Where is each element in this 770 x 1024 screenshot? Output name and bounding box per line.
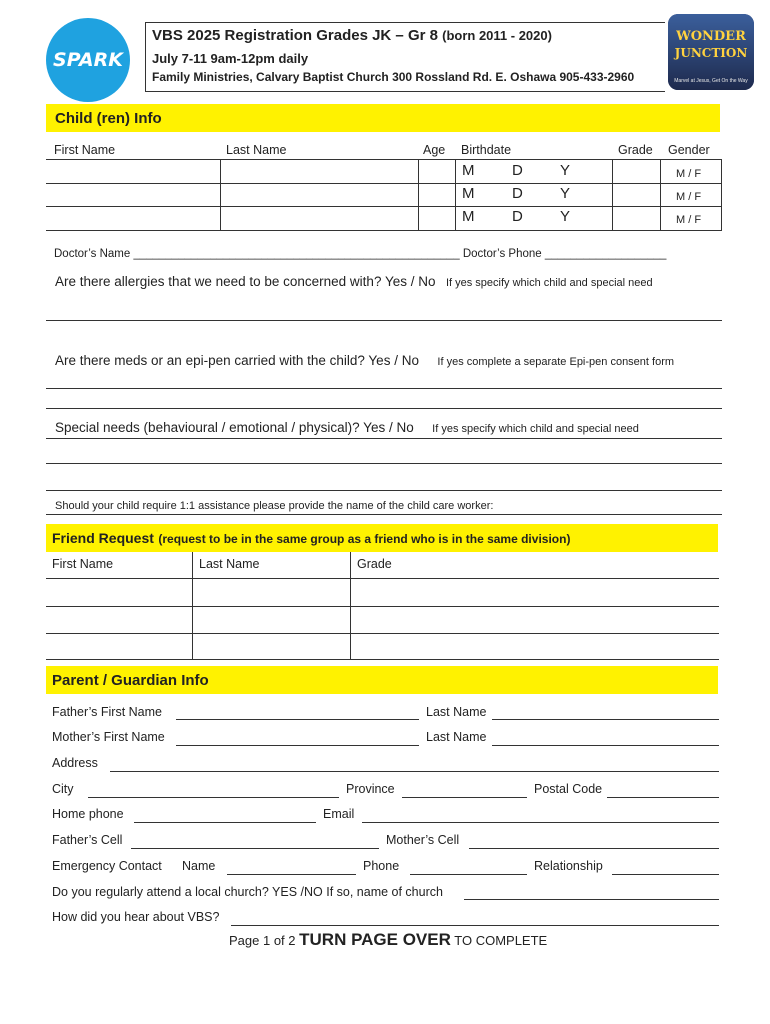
- mother-first-label: Mother’s First Name: [52, 730, 165, 744]
- row3-day: D: [512, 208, 523, 225]
- row1-year: Y: [560, 162, 571, 179]
- col-birthdate: Birthdate: [461, 143, 512, 157]
- page-title: [152, 27, 552, 45]
- meds-q: Are there meds or an epi-pen carried with the child? Yes / No: [55, 353, 419, 368]
- assistance-note: Should your child require 1:1 assistance please provide the name of the child care worker:: [55, 500, 494, 512]
- col-age: Age: [423, 143, 446, 157]
- child-grid-v1: [220, 159, 221, 231]
- logo-line-1: WONDER: [676, 29, 746, 44]
- row3-year: Y: [560, 208, 571, 225]
- child-grid-h1: [46, 183, 722, 184]
- hear-about-field[interactable]: [231, 925, 719, 926]
- mother-last-field[interactable]: [492, 745, 719, 746]
- child-grid-h3: [46, 230, 722, 231]
- father-last-label: Last Name: [426, 705, 487, 719]
- friend-subtitle: (request to be in the same group as a friend who is in the same division): [158, 532, 571, 546]
- logo-line-2: JUNCTION: [674, 46, 748, 60]
- friend-col-grade: Grade: [357, 557, 392, 571]
- church-field[interactable]: [464, 899, 719, 900]
- row3-month: M: [462, 208, 475, 225]
- friend-grid-h4[interactable]: [46, 659, 719, 660]
- friend-col-first: First Name: [52, 557, 114, 571]
- address-field[interactable]: [110, 771, 719, 772]
- mother-cell-field[interactable]: [469, 848, 719, 849]
- row1-month: M: [462, 162, 475, 179]
- email-label: Email: [323, 807, 355, 821]
- turn-page-over: TURN PAGE OVER: [299, 930, 451, 949]
- child-grid-v4: [612, 159, 613, 231]
- special-line-1[interactable]: [46, 438, 722, 439]
- meds-line-1[interactable]: [46, 388, 722, 389]
- parent-info-title: Parent / Guardian Info: [52, 672, 209, 689]
- allergies-line[interactable]: [46, 320, 722, 321]
- program-location: Family Ministries, Calvary Baptist Church 300 Rossland Rd. E. Oshawa 905-433-2960: [152, 70, 635, 84]
- postal-code-label: Postal Code: [534, 782, 603, 796]
- friend-grid-h2[interactable]: [46, 606, 719, 607]
- friend-request-heading: [52, 530, 570, 548]
- special-note: If yes specify which child and special need: [432, 423, 639, 435]
- child-grid-v5: [660, 159, 661, 231]
- allergies-note: If yes specify which child and special need: [445, 277, 653, 289]
- father-first-field[interactable]: [176, 719, 419, 720]
- friend-grid-h1[interactable]: [46, 578, 719, 579]
- emergency-contact-label: Emergency Contact: [52, 859, 162, 873]
- special-q: Special needs (behavioural / emotional / physical)? Yes / No: [55, 420, 414, 435]
- friend-col-last: Last Name: [199, 557, 260, 571]
- page-footer: [229, 930, 547, 950]
- father-last-field[interactable]: [492, 719, 719, 720]
- wonder-junction-logo: [668, 14, 754, 90]
- child-info-title: Child (ren) Info: [55, 110, 162, 127]
- relationship-field[interactable]: [612, 874, 719, 875]
- row2-day: D: [512, 185, 523, 202]
- spark-logo-text: SPARK: [53, 49, 123, 71]
- emergency-phone-field[interactable]: [410, 874, 527, 875]
- meds-question: [55, 352, 674, 370]
- to-complete: TO COMPLETE: [450, 933, 548, 948]
- relationship-label: Relationship: [534, 859, 603, 873]
- title-born: (born 2011 - 2020): [442, 28, 552, 43]
- special-line-2[interactable]: [46, 463, 722, 464]
- doctor-line[interactable]: Doctor’s Name ___________________________________________________ Doctor’s Phone ___________________: [54, 248, 667, 260]
- province-label: Province: [346, 782, 395, 796]
- logo-caption: Marvel at Jesus, Get On the Way: [674, 78, 748, 84]
- friend-grid-h3[interactable]: [46, 633, 719, 634]
- province-field[interactable]: [402, 797, 527, 798]
- city-field[interactable]: [88, 797, 339, 798]
- home-phone-label: Home phone: [52, 807, 124, 821]
- row1-gender[interactable]: M / F: [676, 168, 702, 180]
- col-last-name: Last Name: [226, 143, 287, 157]
- special-line-3[interactable]: [46, 490, 722, 491]
- meds-note: If yes complete a separate Epi-pen consent form: [437, 356, 675, 368]
- friend-title: Friend Request: [52, 530, 154, 546]
- header-top-rule: [145, 22, 665, 23]
- child-grid-h2: [46, 206, 722, 207]
- allergies-q: Are there allergies that we need to be concerned with? Yes / No: [55, 274, 436, 289]
- header-bottom-rule: [145, 91, 665, 92]
- church-question: Do you regularly attend a local church? YES /NO If so, name of church: [52, 885, 443, 899]
- spark-logo: [46, 18, 130, 102]
- father-cell-field[interactable]: [131, 848, 379, 849]
- col-first-name: First Name: [54, 143, 116, 157]
- row3-gender[interactable]: M / F: [676, 214, 702, 226]
- mother-last-label: Last Name: [426, 730, 487, 744]
- allergies-question: [55, 273, 653, 291]
- child-grid-v2: [418, 159, 419, 231]
- row1-day: D: [512, 162, 523, 179]
- emergency-name-field[interactable]: [227, 874, 356, 875]
- title-main: VBS 2025 Registration Grades JK – Gr 8: [152, 27, 443, 44]
- emergency-phone-label: Phone: [363, 859, 400, 873]
- col-grade: Grade: [618, 143, 653, 157]
- email-field[interactable]: [362, 822, 719, 823]
- program-dates: July 7-11 9am-12pm daily: [152, 51, 309, 66]
- home-phone-field[interactable]: [134, 822, 316, 823]
- special-needs-question: [55, 419, 639, 437]
- assistance-line[interactable]: [46, 514, 722, 515]
- row2-year: Y: [560, 185, 571, 202]
- mother-first-field[interactable]: [176, 745, 419, 746]
- mother-cell-label: Mother’s Cell: [386, 833, 460, 847]
- child-grid-v3: [455, 159, 456, 231]
- col-gender: Gender: [668, 143, 710, 157]
- meds-line-2[interactable]: [46, 408, 722, 409]
- page-number: Page 1 of 2: [229, 933, 300, 948]
- row2-gender[interactable]: M / F: [676, 191, 702, 203]
- father-cell-label: Father’s Cell: [52, 833, 123, 847]
- father-first-label: Father’s First Name: [52, 705, 162, 719]
- child-grid-h0: [46, 159, 722, 160]
- postal-code-field[interactable]: [607, 797, 719, 798]
- emergency-name-label: Name: [182, 859, 216, 873]
- address-label: Address: [52, 756, 98, 770]
- city-label: City: [52, 782, 74, 796]
- header-left-rule: [145, 22, 146, 92]
- child-grid-v6: [721, 159, 722, 231]
- hear-about-question: How did you hear about VBS?: [52, 910, 220, 924]
- row2-month: M: [462, 185, 475, 202]
